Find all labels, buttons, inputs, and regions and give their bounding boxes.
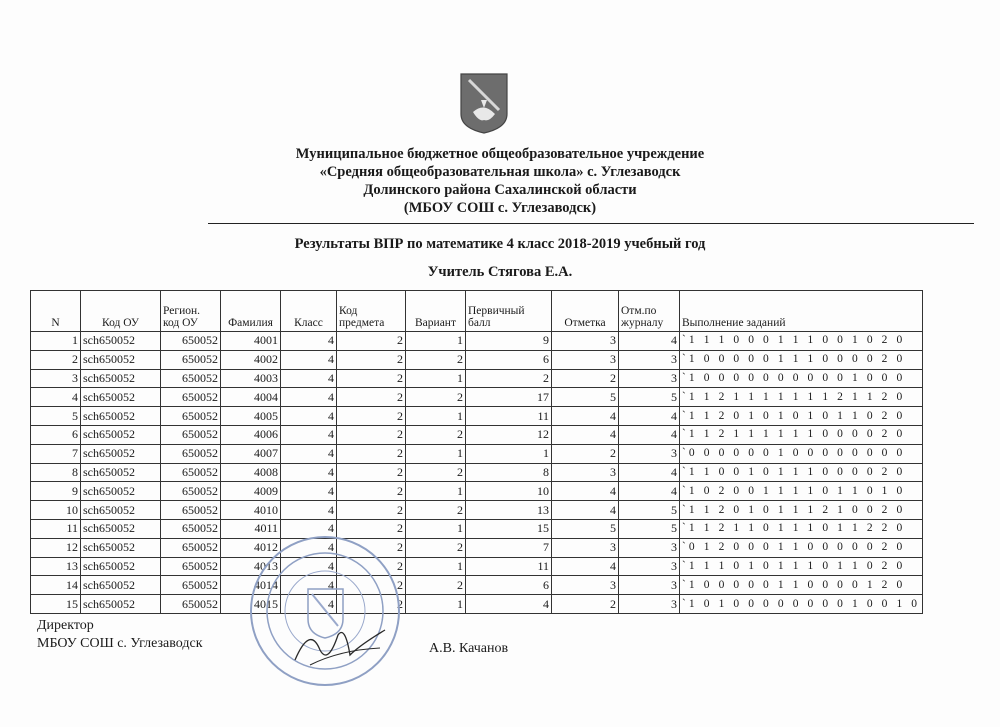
surname-code-cell: 4006	[221, 425, 281, 444]
region-code-cell: 650052	[161, 482, 221, 501]
class-cell: 4	[281, 557, 337, 576]
row-number-cell: 13	[31, 557, 81, 576]
primary-score-cell: 10	[466, 482, 552, 501]
grade-cell: 4	[552, 501, 619, 520]
surname-code-cell: 4010	[221, 501, 281, 520]
task-results-cell: `1 0 0 0 0 0 1 1 1 0 0 0 0 2 0	[680, 350, 923, 369]
variant-cell: 2	[406, 501, 466, 520]
surname-code-cell: 4003	[221, 369, 281, 388]
variant-cell: 2	[406, 463, 466, 482]
journal-grade-cell: 3	[619, 444, 680, 463]
region-code-cell: 650052	[161, 369, 221, 388]
row-number-cell: 14	[31, 576, 81, 595]
region-code-cell: 650052	[161, 350, 221, 369]
row-number-cell: 11	[31, 519, 81, 538]
school-code-cell: sch650052	[81, 388, 161, 407]
coat-of-arms-emblem	[459, 72, 509, 134]
task-results-cell: `1 1 1 0 0 0 1 1 1 0 0 1 0 2 0	[680, 332, 923, 351]
subject-code-cell: 2	[337, 332, 406, 351]
grade-cell: 2	[552, 369, 619, 388]
school-code-cell: sch650052	[81, 519, 161, 538]
org-line-3: Долинского района Сахалинской области	[363, 182, 637, 198]
primary-score-cell: 4	[466, 595, 552, 614]
surname-code-cell: 4012	[221, 538, 281, 557]
task-results-cell: `0 1 2 0 0 0 1 1 0 0 0 0 0 2 0	[680, 538, 923, 557]
variant-cell: 1	[406, 444, 466, 463]
journal-grade-cell: 3	[619, 576, 680, 595]
org-line-2: «Средняя общеобразовательная школа» с. Углезаводск	[319, 164, 681, 180]
region-code-cell: 650052	[161, 501, 221, 520]
primary-score-cell: 12	[466, 425, 552, 444]
journal-grade-cell: 5	[619, 388, 680, 407]
surname-code-cell: 4002	[221, 350, 281, 369]
region-code-cell: 650052	[161, 595, 221, 614]
grade-cell: 3	[552, 463, 619, 482]
subject-code-cell: 2	[337, 425, 406, 444]
table-row	[31, 519, 923, 538]
journal-grade-cell: 3	[619, 350, 680, 369]
table-row	[31, 482, 923, 501]
row-number-cell: 7	[31, 444, 81, 463]
col-header-grade: Отметка	[552, 291, 619, 332]
school-code-cell: sch650052	[81, 444, 161, 463]
task-results-cell: `1 1 2 1 1 1 1 1 1 0 0 0 0 2 0	[680, 425, 923, 444]
row-number-cell: 5	[31, 407, 81, 426]
school-code-cell: sch650052	[81, 482, 161, 501]
col-header-primary-score: Первичный балл	[466, 291, 552, 332]
primary-score-cell: 2	[466, 369, 552, 388]
table-row	[31, 425, 923, 444]
class-cell: 4	[281, 388, 337, 407]
surname-code-cell: 4015	[221, 595, 281, 614]
variant-cell: 2	[406, 425, 466, 444]
teacher-name: Учитель Стягова Е.А.	[427, 264, 573, 280]
col-header-surname: Фамилия	[221, 291, 281, 332]
class-cell: 4	[281, 463, 337, 482]
variant-cell: 1	[406, 595, 466, 614]
row-number-cell: 3	[31, 369, 81, 388]
class-cell: 4	[281, 369, 337, 388]
surname-code-cell: 4014	[221, 576, 281, 595]
row-number-cell: 15	[31, 595, 81, 614]
col-header-task-results: Выполнение заданий	[680, 291, 923, 332]
subject-code-cell: 2	[337, 369, 406, 388]
col-header-journal-grade: Отм.по журналу	[619, 291, 680, 332]
class-cell: 4	[281, 519, 337, 538]
primary-score-cell: 15	[466, 519, 552, 538]
subject-code-cell: 2	[337, 444, 406, 463]
class-cell: 4	[281, 444, 337, 463]
subject-code-cell: 2	[337, 350, 406, 369]
subject-code-cell: 2	[337, 576, 406, 595]
journal-grade-cell: 3	[619, 538, 680, 557]
director-school: МБОУ СОШ с. Углезаводск	[37, 636, 203, 651]
region-code-cell: 650052	[161, 463, 221, 482]
table-row	[31, 332, 923, 351]
journal-grade-cell: 3	[619, 557, 680, 576]
results-table-body	[31, 332, 923, 614]
col-header-class: Класс	[281, 291, 337, 332]
row-number-cell: 8	[31, 463, 81, 482]
task-results-cell: `1 0 0 0 0 0 0 0 0 0 0 1 0 0 0	[680, 369, 923, 388]
variant-cell: 2	[406, 388, 466, 407]
subject-code-cell: 2	[337, 388, 406, 407]
director-block	[37, 617, 203, 653]
school-code-cell: sch650052	[81, 350, 161, 369]
primary-score-cell: 7	[466, 538, 552, 557]
task-results-cell: `1 0 0 0 0 0 1 1 0 0 0 0 1 2 0	[680, 576, 923, 595]
grade-cell: 3	[552, 576, 619, 595]
table-row	[31, 538, 923, 557]
grade-cell: 3	[552, 332, 619, 351]
row-number-cell: 9	[31, 482, 81, 501]
journal-grade-cell: 5	[619, 519, 680, 538]
journal-grade-cell: 4	[619, 407, 680, 426]
col-header-subject-code: Код предмета	[337, 291, 406, 332]
school-code-cell: sch650052	[81, 407, 161, 426]
variant-cell: 1	[406, 482, 466, 501]
journal-grade-cell: 4	[619, 463, 680, 482]
subject-code-cell: 2	[337, 501, 406, 520]
variant-cell: 2	[406, 576, 466, 595]
surname-code-cell: 4013	[221, 557, 281, 576]
surname-code-cell: 4001	[221, 332, 281, 351]
variant-cell: 2	[406, 538, 466, 557]
director-title: Директор	[37, 618, 94, 633]
region-code-cell: 650052	[161, 576, 221, 595]
journal-grade-cell: 4	[619, 482, 680, 501]
region-code-cell: 650052	[161, 557, 221, 576]
journal-grade-cell: 4	[619, 332, 680, 351]
table-row	[31, 557, 923, 576]
region-code-cell: 650052	[161, 519, 221, 538]
org-line-1: Муниципальное бюджетное общеобразовательное учреждение	[295, 146, 705, 162]
surname-code-cell: 4011	[221, 519, 281, 538]
class-cell: 4	[281, 576, 337, 595]
col-header-variant: Вариант	[406, 291, 466, 332]
region-code-cell: 650052	[161, 332, 221, 351]
variant-cell: 1	[406, 519, 466, 538]
subject-code-cell: 2	[337, 463, 406, 482]
subject-code-cell: 2	[337, 538, 406, 557]
grade-cell: 5	[552, 388, 619, 407]
school-code-cell: sch650052	[81, 501, 161, 520]
grade-cell: 5	[552, 519, 619, 538]
class-cell: 4	[281, 425, 337, 444]
grade-cell: 2	[552, 444, 619, 463]
region-code-cell: 650052	[161, 425, 221, 444]
table-header-row	[31, 291, 923, 332]
school-code-cell: sch650052	[81, 595, 161, 614]
task-results-cell: `1 1 0 0 1 0 1 1 1 0 0 0 0 2 0	[680, 463, 923, 482]
task-results-cell: `1 0 1 0 0 0 0 0 0 0 0 1 0 0 1 0	[680, 595, 923, 614]
col-header-region-code: Регион. код ОУ	[161, 291, 221, 332]
table-row	[31, 595, 923, 614]
surname-code-cell: 4009	[221, 482, 281, 501]
row-number-cell: 10	[31, 501, 81, 520]
school-code-cell: sch650052	[81, 557, 161, 576]
variant-cell: 2	[406, 350, 466, 369]
primary-score-cell: 17	[466, 388, 552, 407]
subject-code-cell: 2	[337, 482, 406, 501]
class-cell: 4	[281, 407, 337, 426]
task-results-cell: `1 0 2 0 0 1 1 1 1 0 1 1 0 1 0	[680, 482, 923, 501]
region-code-cell: 650052	[161, 538, 221, 557]
region-code-cell: 650052	[161, 407, 221, 426]
school-code-cell: sch650052	[81, 538, 161, 557]
subject-code-cell: 2	[337, 519, 406, 538]
header-divider	[208, 223, 974, 224]
subject-code-cell: 2	[337, 557, 406, 576]
primary-score-cell: 1	[466, 444, 552, 463]
primary-score-cell: 11	[466, 407, 552, 426]
grade-cell: 3	[552, 350, 619, 369]
variant-cell: 1	[406, 407, 466, 426]
col-header-n: N	[31, 291, 81, 332]
task-results-cell: `1 1 2 0 1 0 1 1 1 2 1 0 0 2 0	[680, 501, 923, 520]
table-row	[31, 407, 923, 426]
class-cell: 4	[281, 332, 337, 351]
variant-cell: 1	[406, 369, 466, 388]
class-cell: 4	[281, 595, 337, 614]
table-row	[31, 388, 923, 407]
table-row	[31, 444, 923, 463]
org-line-4: (МБОУ СОШ с. Углезаводск)	[403, 200, 597, 216]
region-code-cell: 650052	[161, 388, 221, 407]
table-row	[31, 463, 923, 482]
primary-score-cell: 9	[466, 332, 552, 351]
school-code-cell: sch650052	[81, 576, 161, 595]
table-row	[31, 576, 923, 595]
row-number-cell: 4	[31, 388, 81, 407]
row-number-cell: 6	[31, 425, 81, 444]
journal-grade-cell: 5	[619, 501, 680, 520]
region-code-cell: 650052	[161, 444, 221, 463]
surname-code-cell: 4004	[221, 388, 281, 407]
subject-code-cell: 2	[337, 595, 406, 614]
primary-score-cell: 6	[466, 576, 552, 595]
school-code-cell: sch650052	[81, 369, 161, 388]
journal-grade-cell: 4	[619, 425, 680, 444]
surname-code-cell: 4007	[221, 444, 281, 463]
grade-cell: 4	[552, 425, 619, 444]
grade-cell: 3	[552, 538, 619, 557]
col-header-school-code: Код ОУ	[81, 291, 161, 332]
grade-cell: 4	[552, 557, 619, 576]
task-results-cell: `1 1 2 0 1 0 1 0 1 0 1 1 0 2 0	[680, 407, 923, 426]
task-results-cell: `0 0 0 0 0 0 1 0 0 0 0 0 0 0 0	[680, 444, 923, 463]
grade-cell: 4	[552, 482, 619, 501]
grade-cell: 4	[552, 407, 619, 426]
document-title: Результаты ВПР по математике 4 класс 2018-2019 учебный год	[294, 236, 706, 252]
class-cell: 4	[281, 538, 337, 557]
primary-score-cell: 6	[466, 350, 552, 369]
primary-score-cell: 13	[466, 501, 552, 520]
grade-cell: 2	[552, 595, 619, 614]
director-signature	[290, 620, 390, 670]
results-table	[30, 290, 923, 614]
table-row	[31, 350, 923, 369]
task-results-cell: `1 1 1 0 1 0 1 1 1 0 1 1 0 2 0	[680, 557, 923, 576]
variant-cell: 1	[406, 557, 466, 576]
task-results-cell: `1 1 2 1 1 0 1 1 1 0 1 1 2 2 0	[680, 519, 923, 538]
variant-cell: 1	[406, 332, 466, 351]
task-results-cell: `1 1 2 1 1 1 1 1 1 1 2 1 1 2 0	[680, 388, 923, 407]
class-cell: 4	[281, 482, 337, 501]
row-number-cell: 2	[31, 350, 81, 369]
school-code-cell: sch650052	[81, 332, 161, 351]
class-cell: 4	[281, 501, 337, 520]
journal-grade-cell: 3	[619, 369, 680, 388]
surname-code-cell: 4005	[221, 407, 281, 426]
row-number-cell: 12	[31, 538, 81, 557]
signer-name: А.В. Качанов	[429, 641, 509, 656]
journal-grade-cell: 3	[619, 595, 680, 614]
surname-code-cell: 4008	[221, 463, 281, 482]
primary-score-cell: 11	[466, 557, 552, 576]
organization-header	[200, 145, 800, 217]
school-code-cell: sch650052	[81, 463, 161, 482]
primary-score-cell: 8	[466, 463, 552, 482]
class-cell: 4	[281, 350, 337, 369]
table-row	[31, 369, 923, 388]
school-code-cell: sch650052	[81, 425, 161, 444]
row-number-cell: 1	[31, 332, 81, 351]
subject-code-cell: 2	[337, 407, 406, 426]
table-row	[31, 501, 923, 520]
